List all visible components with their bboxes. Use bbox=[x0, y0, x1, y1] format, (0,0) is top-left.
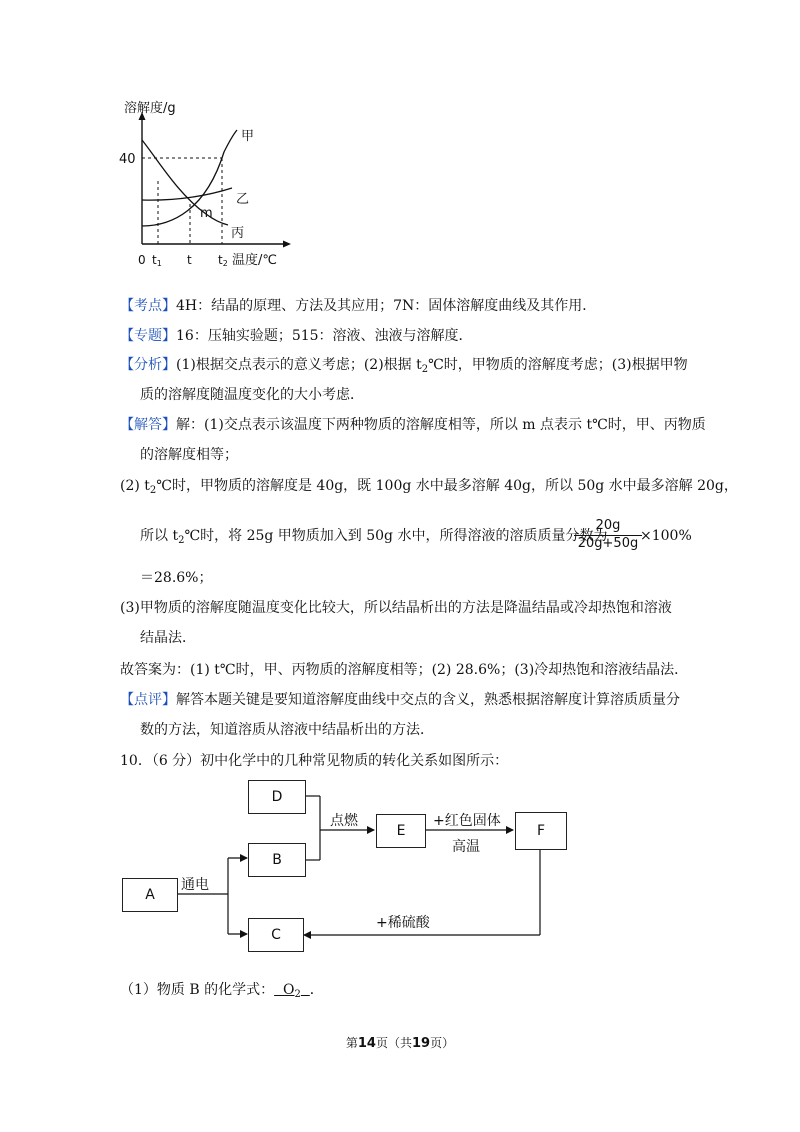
sub-question-1: （1）物质 B 的化学式： $O_2$ ． bbox=[120, 982, 324, 1000]
x-axis-title: 温度/℃ bbox=[232, 253, 277, 268]
page-footer: 第14页（共19页） bbox=[345, 1036, 455, 1051]
x-label-t: t bbox=[187, 253, 192, 267]
fraction-tail: ×100% bbox=[640, 528, 692, 544]
point-label-m: m bbox=[200, 206, 213, 221]
jieda-line-7: 结晶法． bbox=[140, 630, 196, 646]
label-acid: +稀硫酸 bbox=[376, 915, 430, 931]
curve-label-jia: 甲 bbox=[241, 129, 255, 144]
fenxi-line-2: 质的溶解度随温度变化的大小考虑． bbox=[140, 387, 364, 403]
answer-line: 故答案为：(1) t℃时，甲、丙物质的溶解度相等；(2) 28.6%；(3)冷却热饱和溶液结晶法． bbox=[120, 662, 689, 678]
node-b: B bbox=[248, 843, 306, 877]
x-label-0: 0 bbox=[138, 253, 146, 267]
kaodian-text: 4H：结晶的原理、方法及其应用；7N：固体溶解度曲线及其作用． bbox=[176, 298, 597, 314]
node-d: D bbox=[248, 780, 306, 814]
zhuanti-tag: 【专题】 bbox=[120, 328, 176, 344]
current-page: 14 bbox=[357, 1036, 376, 1051]
node-f: F bbox=[515, 812, 567, 850]
fraction-numerator: 20g bbox=[574, 518, 642, 536]
y-axis-title: 溶解度/g bbox=[124, 101, 176, 116]
node-c: C bbox=[248, 918, 304, 952]
x-label-t2: t2 bbox=[218, 253, 228, 268]
label-dianran: 点燃 bbox=[330, 813, 358, 829]
zhuanti-text: 16：压轴实验题；515：溶液、浊液与溶解度． bbox=[176, 328, 473, 344]
jieda-line-3: (2) $t_2℃$时，甲物质的溶解度是 40g，既 100g 水中最多溶解 40g，所以 50g 水中最多溶解 20g， bbox=[120, 478, 738, 496]
kaodian-tag: 【考点】 bbox=[120, 298, 176, 314]
dianping-line-1: 【点评】解答本题关键是要知道溶解度曲线中交点的含义，熟悉根据溶解度计算溶质质量分 bbox=[120, 692, 680, 708]
fraction-denominator: 20g+50g bbox=[577, 536, 639, 551]
jieda-line-5: ＝28.6%； bbox=[140, 570, 213, 586]
jieda-line-2: 的溶解度相等； bbox=[140, 447, 238, 463]
total-pages: 19 bbox=[412, 1036, 431, 1051]
y-tick-40: 40 bbox=[119, 152, 136, 167]
fenxi-tag: 【分析】 bbox=[120, 357, 176, 373]
node-e: E bbox=[376, 814, 426, 848]
dianping-tag: 【点评】 bbox=[120, 692, 176, 708]
dianping-line-2: 数的方法，知道溶质从溶液中结晶析出的方法． bbox=[140, 722, 434, 738]
answer-blank: $O_2$ bbox=[283, 982, 301, 1000]
jieda-line-1: 【解答】解：(1)交点表示该温度下两种物质的溶解度相等，所以 m 点表示 t℃时，甲、丙物质 bbox=[120, 417, 706, 433]
curve-label-bing: 丙 bbox=[231, 226, 245, 241]
jieda-tag: 【解答】 bbox=[120, 417, 176, 433]
question-10-title: 10．（6 分）初中化学中的几种常见物质的转化关系如图所示： bbox=[120, 753, 509, 769]
label-red-solid: +红色固体 bbox=[433, 813, 501, 829]
x-label-t1: t1 bbox=[152, 253, 162, 268]
label-gaowen: 高温 bbox=[452, 839, 480, 855]
fenxi-line-1: 【分析】(1)根据交点表示的意义考虑；(2)根据 $t_2℃$时，甲物质的溶解度考虑；(3)根据甲物 bbox=[120, 357, 688, 375]
jieda-line-6: (3)甲物质的溶解度随温度变化比较大，所以结晶析出的方法是降温结晶或冷却热饱和溶液 bbox=[120, 600, 672, 616]
node-a: A bbox=[122, 878, 178, 912]
jieda-line-4: 所以 $t_2℃$时，将 25g 甲物质加入到 50g 水中，所得溶液的溶质质量分数为 bbox=[140, 528, 608, 546]
label-tongdian: 通电 bbox=[181, 877, 209, 893]
curve-label-yi: 乙 bbox=[236, 192, 250, 207]
